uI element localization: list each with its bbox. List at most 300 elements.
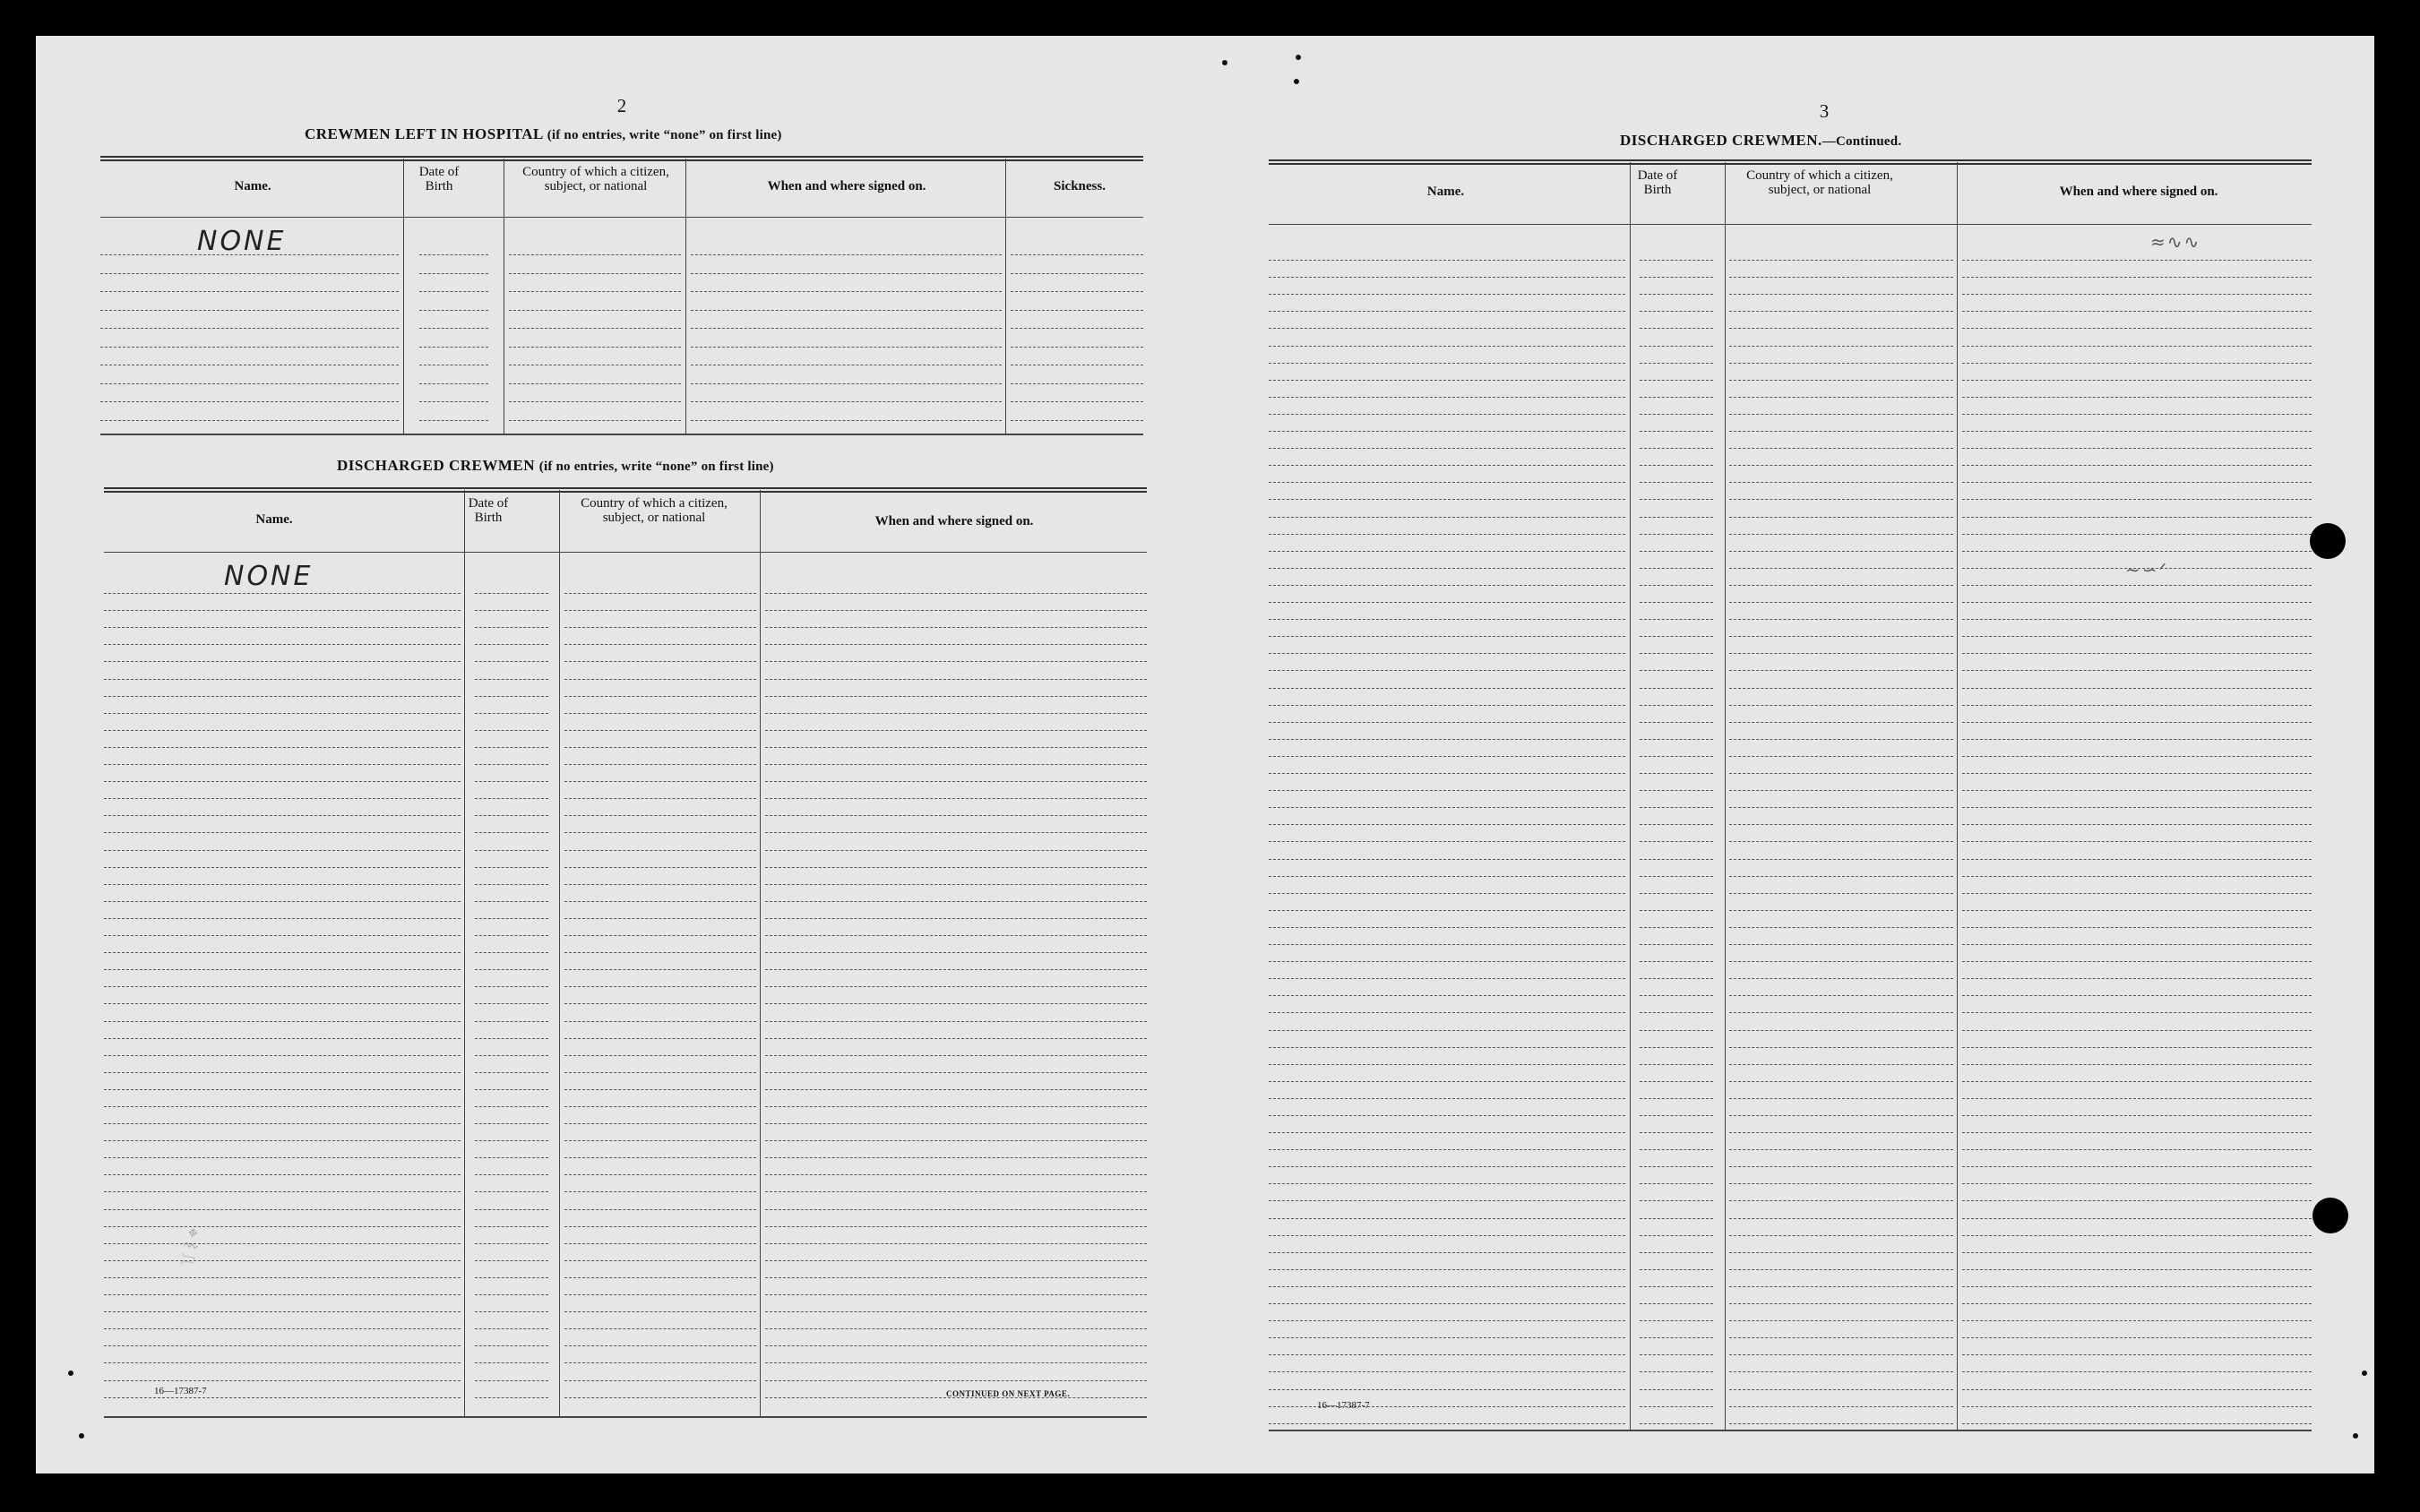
ruled-line — [1640, 1423, 1713, 1424]
ruled-line — [1640, 1115, 1713, 1116]
ruled-line — [475, 1191, 548, 1192]
ruled-line — [1962, 1132, 2312, 1133]
discharged-col-signed: When and where signed on. — [874, 514, 1034, 528]
ruled-line — [1269, 910, 1625, 911]
ruled-line — [419, 254, 488, 255]
ruled-line — [1640, 1064, 1713, 1065]
punch-hole — [2312, 1198, 2348, 1233]
ruled-line — [104, 747, 461, 748]
ruled-line — [475, 1055, 548, 1056]
ruled-line — [765, 1260, 1147, 1261]
ruled-line — [1269, 311, 1625, 312]
ruled-line — [765, 679, 1147, 680]
ruled-line — [1640, 1269, 1713, 1270]
ruled-line — [765, 1380, 1147, 1381]
ruled-line — [765, 1191, 1147, 1192]
ruled-line — [1640, 1389, 1713, 1390]
ruled-line — [1640, 636, 1713, 637]
ruled-line — [1269, 551, 1625, 552]
ruled-line — [104, 764, 461, 765]
ruled-line — [1729, 1286, 1953, 1287]
ruled-line — [104, 1021, 461, 1022]
ruled-line — [419, 420, 488, 421]
ruled-line — [1729, 688, 1953, 689]
ruled-line — [1962, 910, 2312, 911]
ruled-line — [1729, 1183, 1953, 1184]
ruled-line — [1729, 448, 1953, 449]
ruled-line — [1269, 653, 1625, 654]
ruled-line — [475, 969, 548, 970]
ruled-line — [1640, 927, 1713, 928]
ruled-line — [1729, 1115, 1953, 1116]
ruled-line — [1269, 585, 1625, 586]
right-col-divider — [1957, 162, 1958, 1430]
ruled-line — [1962, 328, 2312, 329]
ruled-line — [564, 815, 756, 816]
ruled-line — [1729, 978, 1953, 979]
ruled-line — [765, 1174, 1147, 1175]
ruled-line — [564, 1021, 756, 1022]
ruled-line — [1269, 568, 1625, 569]
ruled-line — [1729, 619, 1953, 620]
ruled-line — [1269, 294, 1625, 295]
ruled-line — [475, 781, 548, 782]
ruled-line — [1962, 841, 2312, 842]
ruled-line — [765, 1209, 1147, 1210]
ruled-line — [1729, 1149, 1953, 1150]
ruled-line — [765, 1089, 1147, 1090]
ruled-line — [564, 935, 756, 936]
ruled-line — [509, 291, 681, 292]
ruled-line — [1640, 568, 1713, 569]
ruled-line — [1962, 482, 2312, 483]
ruled-line — [1962, 294, 2312, 295]
ruled-line — [1729, 482, 1953, 483]
ruled-line — [564, 1003, 756, 1004]
ruled-line — [1729, 568, 1953, 569]
ruled-line — [765, 713, 1147, 714]
ruled-line — [765, 918, 1147, 919]
ruled-line — [1962, 1115, 2312, 1116]
ruled-line — [1640, 1183, 1713, 1184]
ruled-line — [1640, 277, 1713, 278]
ruled-line — [1269, 1115, 1625, 1116]
hospital-col-dob: Date of Birth — [418, 165, 460, 193]
ruled-line — [1640, 1354, 1713, 1355]
ruled-line — [1640, 1218, 1713, 1219]
ruled-line — [564, 747, 756, 748]
ruled-line — [1962, 961, 2312, 962]
ruled-line — [691, 347, 1002, 348]
ruled-line — [1640, 944, 1713, 945]
ruled-line — [1640, 1371, 1713, 1372]
ruled-line — [1962, 756, 2312, 757]
ruled-line — [1729, 517, 1953, 518]
hospital-title: CREWMEN LEFT IN HOSPITAL — [305, 125, 543, 142]
ruled-line — [1269, 1166, 1625, 1167]
ruled-line — [1729, 551, 1953, 552]
ruled-line — [1729, 1030, 1953, 1031]
ruled-line — [1962, 1149, 2312, 1150]
ruled-line — [564, 1157, 756, 1158]
ruled-line — [765, 627, 1147, 628]
ruled-line — [475, 867, 548, 868]
ruled-line — [104, 1089, 461, 1090]
ruled-line — [1962, 397, 2312, 398]
ruled-line — [1729, 841, 1953, 842]
ruled-line — [1640, 328, 1713, 329]
ruled-line — [564, 1311, 756, 1312]
ruled-line — [104, 1106, 461, 1107]
ruled-line — [1269, 602, 1625, 603]
right-col-country: Country of which a citizen, subject, or national — [1746, 168, 1893, 197]
ruled-line — [1962, 1098, 2312, 1099]
ruled-line — [1640, 1149, 1713, 1150]
ruled-line — [765, 1106, 1147, 1107]
ruled-line — [104, 1038, 461, 1039]
ruled-line — [1729, 670, 1953, 671]
discharged-section-title — [337, 457, 774, 475]
ruled-line — [1962, 927, 2312, 928]
ruled-line — [475, 1089, 548, 1090]
ruled-line — [1640, 670, 1713, 671]
ruled-line — [1962, 1389, 2312, 1390]
ruled-line — [1640, 431, 1713, 432]
ruled-line — [765, 1294, 1147, 1295]
ruled-line — [475, 1157, 548, 1158]
ruled-line — [691, 291, 1002, 292]
ruled-line — [564, 593, 756, 594]
ruled-line — [1729, 602, 1953, 603]
ruled-line — [1729, 773, 1953, 774]
ruled-line — [765, 1362, 1147, 1363]
ruled-line — [1640, 1081, 1713, 1082]
ruled-line — [475, 1209, 548, 1210]
ruled-line — [1269, 1269, 1625, 1270]
ruled-line — [104, 661, 461, 662]
ruled-line — [1962, 773, 2312, 774]
ruled-line — [104, 593, 461, 594]
ruled-line — [1640, 346, 1713, 347]
ruled-line — [1962, 517, 2312, 518]
ruled-line — [475, 901, 548, 902]
hospital-section-title — [305, 125, 782, 143]
ruled-line — [104, 713, 461, 714]
ruled-line — [765, 730, 1147, 731]
ruled-line — [1962, 1235, 2312, 1236]
ruled-line — [765, 1038, 1147, 1039]
ruled-line — [1640, 705, 1713, 706]
ruled-line — [765, 884, 1147, 885]
ruled-line — [1640, 722, 1713, 723]
ruled-line — [691, 420, 1002, 421]
right-col-signed: When and where signed on. — [2059, 185, 2218, 199]
ruled-line — [1269, 756, 1625, 757]
speck — [1222, 60, 1227, 65]
ruled-line — [1962, 465, 2312, 466]
ruled-line — [475, 1260, 548, 1261]
ruled-line — [104, 1123, 461, 1124]
ruled-line — [1640, 773, 1713, 774]
ruled-line — [1269, 346, 1625, 347]
ruled-line — [104, 1380, 461, 1381]
ruled-line — [564, 713, 756, 714]
punch-hole — [2310, 523, 2346, 559]
ruled-line — [1962, 346, 2312, 347]
ruled-line — [1011, 291, 1143, 292]
speck — [1294, 79, 1299, 84]
ruled-line — [765, 901, 1147, 902]
ruled-line — [1640, 995, 1713, 996]
ruled-line — [475, 713, 548, 714]
ruled-line — [104, 1328, 461, 1329]
ruled-line — [104, 1226, 461, 1227]
ruled-line — [691, 254, 1002, 255]
ruled-line — [765, 610, 1147, 611]
ruled-line — [765, 815, 1147, 816]
ruled-line — [1962, 688, 2312, 689]
ruled-line — [475, 1328, 548, 1329]
ruled-line — [1729, 739, 1953, 740]
ruled-line — [1729, 1012, 1953, 1013]
ruled-line — [564, 1362, 756, 1363]
ruled-line — [1962, 790, 2312, 791]
right-col-dob: Date of Birth — [1637, 168, 1678, 197]
ruled-line — [1962, 653, 2312, 654]
ruled-line — [1962, 944, 2312, 945]
ruled-line — [1640, 1166, 1713, 1167]
ruled-line — [1640, 1252, 1713, 1253]
ruled-line — [1640, 1030, 1713, 1031]
ruled-line — [104, 730, 461, 731]
ruled-line — [1269, 1371, 1625, 1372]
ruled-line — [104, 696, 461, 697]
ruled-line — [509, 254, 681, 255]
ruled-line — [1962, 1354, 2312, 1355]
right-header-rule — [1269, 159, 2312, 165]
ruled-line — [1729, 790, 1953, 791]
right-form-number: 16—17387-7 — [1317, 1400, 1370, 1411]
ruled-line — [475, 1294, 548, 1295]
ruled-line — [104, 986, 461, 987]
ruled-line — [1729, 1252, 1953, 1253]
ruled-line — [1640, 1337, 1713, 1338]
discharged-header-bottom — [104, 552, 1147, 553]
ruled-line — [104, 1140, 461, 1141]
ruled-line — [1269, 636, 1625, 637]
ruled-line — [1640, 756, 1713, 757]
ruled-line — [1729, 1235, 1953, 1236]
ruled-line — [1962, 705, 2312, 706]
ruled-line — [1640, 1286, 1713, 1287]
ruled-line — [1729, 1081, 1953, 1082]
ruled-line — [1729, 944, 1953, 945]
ruled-line — [1962, 824, 2312, 825]
ruled-line — [1640, 1200, 1713, 1201]
ruled-line — [1640, 619, 1713, 620]
hospital-header-rule — [100, 156, 1143, 161]
ruled-line — [104, 952, 461, 953]
ruled-line — [509, 273, 681, 274]
ruled-line — [765, 832, 1147, 833]
ruled-line — [100, 310, 399, 311]
ruled-line — [1011, 310, 1143, 311]
ruled-line — [1269, 465, 1625, 466]
ruled-line — [691, 310, 1002, 311]
ruled-line — [765, 952, 1147, 953]
faded-stamp: ⌖ ⌇ ⎍ — [177, 1225, 203, 1267]
ruled-line — [104, 1277, 461, 1278]
ruled-line — [1729, 876, 1953, 877]
ruled-line — [1962, 414, 2312, 415]
ruled-line — [1640, 448, 1713, 449]
discharged-subtitle: (if no entries, write “none” on first line) — [538, 460, 774, 474]
ruled-line — [1269, 1030, 1625, 1031]
ruled-line — [564, 1328, 756, 1329]
ruled-line — [1729, 910, 1953, 911]
ruled-line — [1269, 995, 1625, 996]
right-title-suffix: —Continued. — [1821, 134, 1902, 149]
ruled-line — [564, 1345, 756, 1346]
ruled-line — [1962, 619, 2312, 620]
ruled-line — [1269, 328, 1625, 329]
ruled-line — [1269, 705, 1625, 706]
ruled-line — [1269, 363, 1625, 364]
ruled-line — [1269, 431, 1625, 432]
ruled-line — [475, 1140, 548, 1141]
ruled-line — [1269, 807, 1625, 808]
ruled-line — [564, 1226, 756, 1227]
ruled-line — [104, 867, 461, 868]
ruled-line — [765, 644, 1147, 645]
ruled-line — [104, 1174, 461, 1175]
ruled-line — [564, 610, 756, 611]
ruled-line — [475, 884, 548, 885]
hospital-subtitle: (if no entries, write “none” on first line) — [547, 128, 782, 142]
ruled-line — [475, 1380, 548, 1381]
ruled-line — [1269, 397, 1625, 398]
speck — [79, 1433, 84, 1439]
ruled-line — [1640, 294, 1713, 295]
hospital-header-bottom — [100, 217, 1143, 218]
ruled-line — [475, 918, 548, 919]
ruled-line — [104, 935, 461, 936]
ruled-line — [1269, 1149, 1625, 1150]
ruled-line — [1640, 517, 1713, 518]
ruled-line — [475, 1345, 548, 1346]
ruled-line — [564, 867, 756, 868]
ruled-line — [475, 730, 548, 731]
ruled-line — [419, 347, 488, 348]
ruled-line — [104, 610, 461, 611]
ruled-line — [564, 781, 756, 782]
ruled-line — [564, 986, 756, 987]
ruled-line — [104, 1003, 461, 1004]
discharged-bottom-rule — [104, 1416, 1147, 1418]
ruled-line — [1729, 722, 1953, 723]
discharged-col-divider — [760, 490, 761, 1417]
ruled-line — [564, 1294, 756, 1295]
ruled-line — [1962, 448, 2312, 449]
right-section-title — [1620, 132, 1901, 150]
ruled-line — [104, 679, 461, 680]
right-col-divider — [1630, 162, 1631, 1430]
ruled-line — [100, 291, 399, 292]
ruled-line — [1269, 1337, 1625, 1338]
ruled-line — [1729, 534, 1953, 535]
ruled-line — [564, 764, 756, 765]
hospital-col-country: Country of which a citizen, subject, or national — [522, 165, 669, 193]
ruled-line — [1269, 790, 1625, 791]
ruled-line — [100, 401, 399, 402]
ruled-line — [1640, 824, 1713, 825]
speck — [2362, 1370, 2367, 1376]
ruled-line — [1269, 448, 1625, 449]
ruled-line — [1729, 927, 1953, 928]
ruled-line — [1269, 1218, 1625, 1219]
ruled-line — [1269, 927, 1625, 928]
ruled-line — [1640, 961, 1713, 962]
ruled-line — [564, 1072, 756, 1073]
ruled-line — [475, 1277, 548, 1278]
ruled-line — [1962, 277, 2312, 278]
ruled-line — [1640, 893, 1713, 894]
ruled-line — [1269, 1235, 1625, 1236]
ruled-line — [1640, 414, 1713, 415]
ruled-line — [564, 627, 756, 628]
ruled-line — [1640, 602, 1713, 603]
ruled-line — [1962, 551, 2312, 552]
ruled-line — [475, 627, 548, 628]
ruled-line — [691, 328, 1002, 329]
ruled-line — [1269, 1183, 1625, 1184]
ruled-line — [1269, 260, 1625, 261]
ruled-line — [1269, 876, 1625, 877]
ruled-line — [1640, 910, 1713, 911]
ruled-line — [475, 696, 548, 697]
ruled-line — [564, 1191, 756, 1192]
ruled-line — [765, 986, 1147, 987]
ruled-line — [1962, 602, 2312, 603]
ruled-line — [1640, 1303, 1713, 1304]
ruled-line — [104, 832, 461, 833]
hospital-col-divider — [1005, 159, 1006, 434]
ruled-line — [1640, 688, 1713, 689]
ruled-line — [564, 884, 756, 885]
ruled-line — [1269, 773, 1625, 774]
ruled-line — [1729, 499, 1953, 500]
ruled-line — [1269, 1354, 1625, 1355]
ruled-line — [419, 273, 488, 274]
ruled-line — [1962, 1166, 2312, 1167]
ruled-line — [1962, 1218, 2312, 1219]
ruled-line — [765, 1140, 1147, 1141]
ruled-line — [1962, 1047, 2312, 1048]
ruled-line — [475, 1311, 548, 1312]
ruled-line — [1640, 739, 1713, 740]
ruled-line — [104, 781, 461, 782]
ruled-line — [104, 1397, 461, 1398]
ruled-line — [1962, 1303, 2312, 1304]
ruled-line — [1962, 1081, 2312, 1082]
discharged-header-rule — [104, 487, 1147, 493]
discharged-col-dob: Date of Birth — [468, 496, 509, 525]
ruled-line — [475, 1123, 548, 1124]
ruled-line — [1269, 619, 1625, 620]
ruled-line — [1962, 978, 2312, 979]
ruled-line — [564, 1277, 756, 1278]
ruled-line — [475, 1072, 548, 1073]
